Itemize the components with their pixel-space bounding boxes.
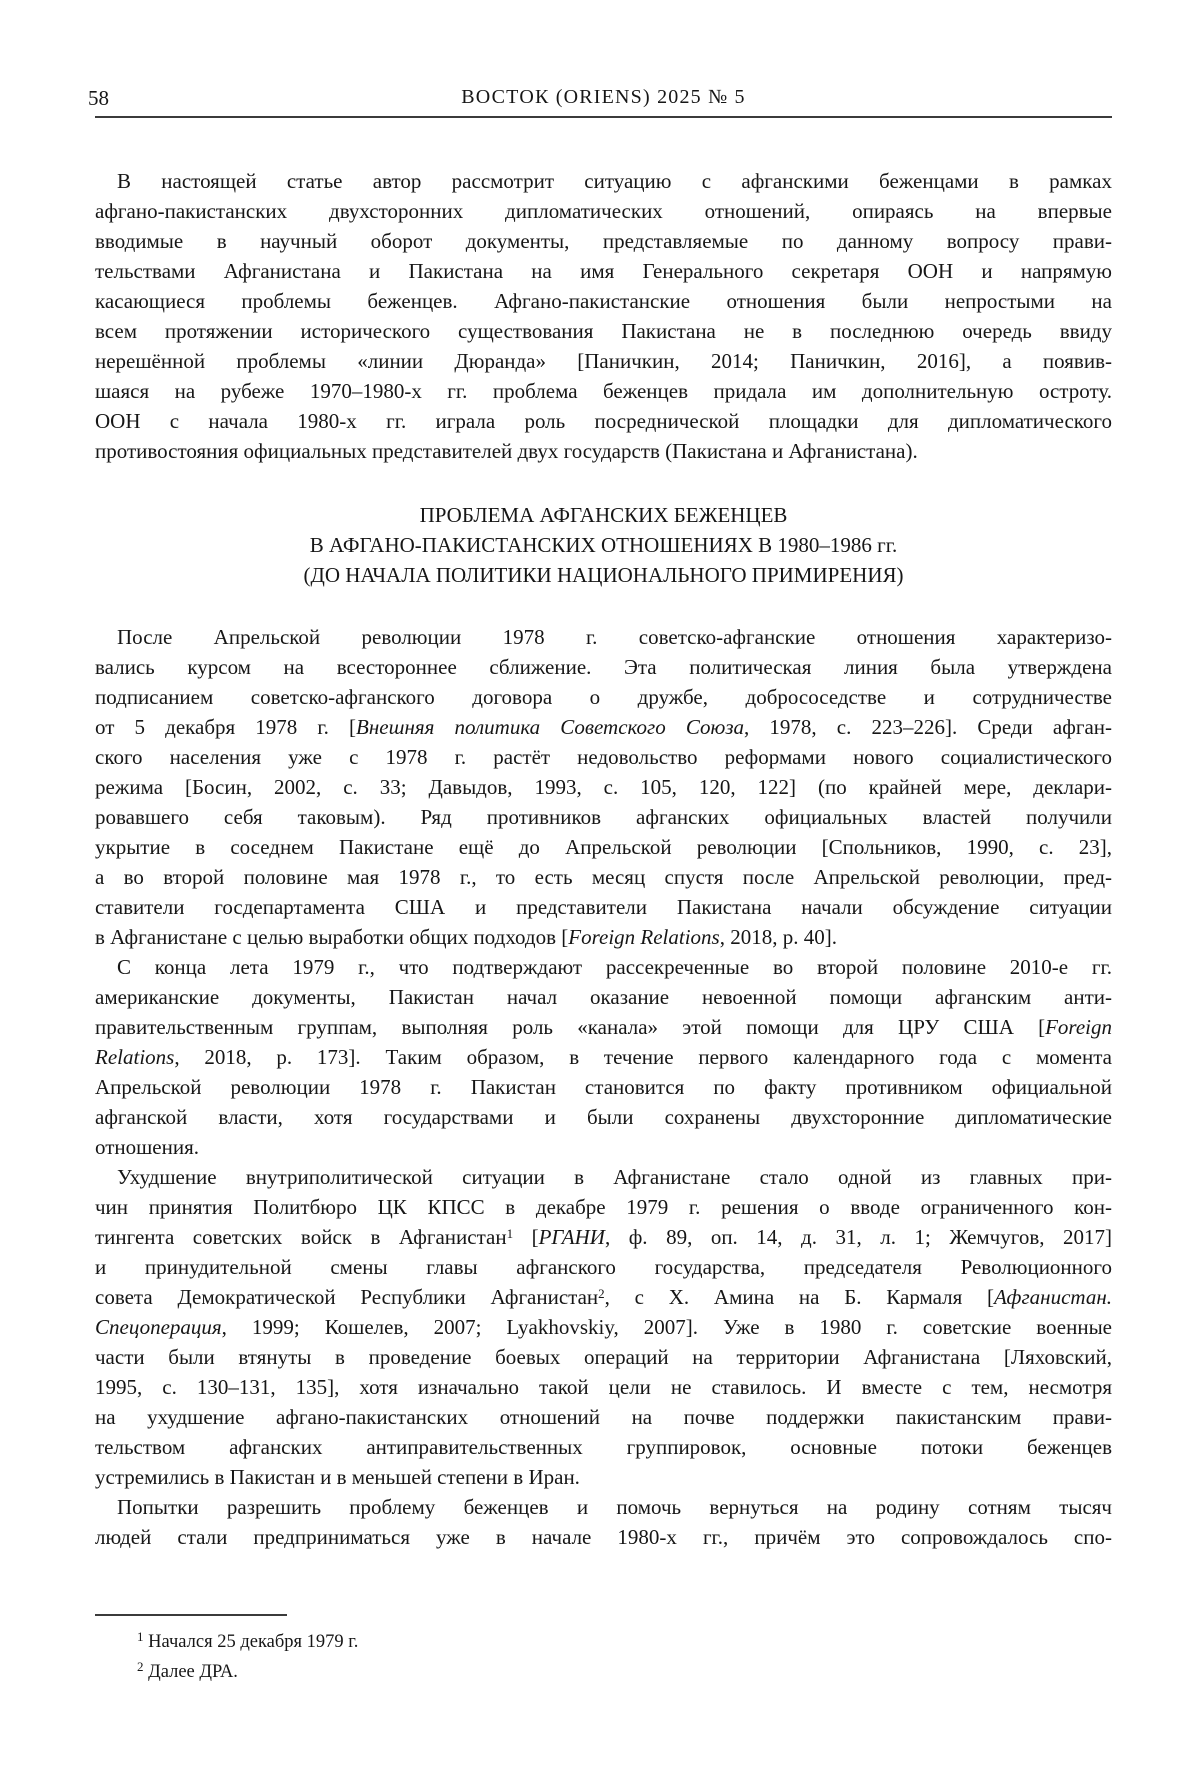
text-line: касающиеся проблемы беженцев. Афгано-пакистанские отношения были непростыми на: [95, 289, 1112, 313]
text-line: от 5 декабря 1978 г. [Внешняя политика Советского Союза, 1978, с. 223–226]. Среди афган-: [95, 715, 1113, 739]
text-line: отношения.: [95, 1135, 200, 1159]
text-line: укрытие в соседнем Пакистане ещё до Апрельской революции [Спольников, 1990, с. 23],: [95, 835, 1112, 859]
text-line: шаяся на рубеже 1970–1980-х гг. проблема беженцев придала им дополнительную остроту.: [95, 379, 1112, 403]
text-line: людей стали предприниматься уже в начале 1980-х гг., причём это сопровождалось спо-: [95, 1525, 1112, 1549]
paragraph: [95, 952, 1112, 1162]
text-line: вались курсом на всестороннее сближение. Эта политическая линия была утверждена: [95, 655, 1112, 679]
paragraph-intro: [95, 166, 1112, 466]
running-head: [88, 0, 1112, 110]
text-line: тельствами Афганистана и Пакистана на имя Генерального секретаря ООН и напрямую: [95, 259, 1112, 283]
text-line: В настоящей статье автор рассмотрит ситуацию с афганскими беженцами в рамках: [117, 169, 1112, 193]
text-line: ставители госдепартамента США и представители Пакистана начали обсуждение ситуации: [95, 895, 1112, 919]
footnote-rule: [95, 1614, 287, 1616]
text-line: нерешённой проблемы «линии Дюранда» [Паничкин, 2014; Паничкин, 2016], а появив-: [95, 349, 1112, 373]
paragraph: [95, 1162, 1112, 1492]
text-line: Спецоперация, 1999; Кошелев, 2007; Lyakhovskiy, 2007]. Уже в 1980 г. советские военные: [95, 1315, 1112, 1339]
text-line: вводимые в научный оборот документы, представляемые по данному вопросу прави-: [95, 229, 1112, 253]
section-heading-line: ПРОБЛЕМА АФГАНСКИХ БЕЖЕНЦЕВ: [419, 503, 788, 527]
text-line: противостояния официальных представителей двух государств (Пакистана и Афганистана).: [95, 439, 918, 463]
text-line: Апрельской революции 1978 г. Пакистан становится по факту противником официальной: [95, 1075, 1112, 1099]
text-line: в Афганистане с целью выработки общих подходов [Foreign Relations, 2018, p. 40].: [95, 925, 837, 949]
text-line: ООН с начала 1980-х гг. играла роль посреднической площадки для дипломатического: [95, 409, 1112, 433]
text-line: и принудительной смены главы афганского государства, председателя Революционного: [95, 1255, 1112, 1279]
text-line: С конца лета 1979 г., что подтверждают рассекреченные во второй половине 2010-е гг.: [117, 955, 1112, 979]
text-line: подписанием советско-афганского договора о дружбе, добрососедстве и сотрудничестве: [95, 685, 1112, 709]
text-line: всем протяжении исторического существования Пакистана не в последнюю очередь ввиду: [95, 319, 1112, 343]
header-rule: [95, 116, 1112, 118]
text-line: Попытки разрешить проблему беженцев и помочь вернуться на родину сотням тысяч: [117, 1495, 1112, 1519]
text-line: тингента советских войск в Афганистан$^1$ [РГАНИ, ф. 89, оп. 14, д. 31, л. 1; Жемчугов, 2017]: [95, 1225, 1112, 1249]
text-line: американские документы, Пакистан начал оказание невоенной помощи афганским анти-: [95, 985, 1112, 1009]
section-heading-line: (ДО НАЧАЛА ПОЛИТИКИ НАЦИОНАЛЬНОГО ПРИМИРЕНИЯ): [303, 563, 904, 587]
footnotes-block: [95, 1614, 1112, 1687]
text-line: $^1$ Начался 25 декабря 1979 г.: [137, 1629, 359, 1652]
text-line: части были втянуты в проведение боевых операций на территории Афганистана [Ляховский,: [95, 1345, 1112, 1369]
text-line: совета Демократической Республики Афганистан$^2$, с Х. Амина на Б. Кармаля [Афганистан.: [95, 1285, 1112, 1309]
page-number: 58: [88, 86, 109, 110]
text-line: афганской власти, хотя государствами и были сохранены двухсторонние дипломатические: [95, 1105, 1112, 1129]
text-line: чин принятия Политбюро ЦК КПСС в декабре 1979 г. решения о вводе ограниченного кон-: [95, 1195, 1112, 1219]
text-line: устремились в Пакистан и в меньшей степени в Иран.: [95, 1465, 580, 1489]
text-line: режима [Босин, 2002, с. 33; Давыдов, 1993, с. 105, 120, 122] (по крайней мере, деклари-: [95, 775, 1112, 799]
footnote-list: [95, 1627, 1112, 1687]
text-line: ского населения уже с 1978 г. растёт недовольство реформами нового социалистического: [95, 745, 1112, 769]
text-line: ровавшего себя таковым). Ряд противников афганских официальных властей получили: [95, 805, 1112, 829]
paragraph: [95, 1492, 1112, 1552]
journal-title: ВОСТОК (ORIENS) 2025 № 5: [461, 86, 746, 108]
text-line: на ухудшение афгано-пакистанских отношений на почве поддержки пакистанским прави-: [95, 1405, 1112, 1429]
paragraph: [95, 622, 1112, 952]
text-line: $^2$ Далее ДРА.: [137, 1659, 238, 1682]
text-line: афгано-пакистанских двухсторонних дипломатических отношений, опираясь на впервые: [95, 199, 1112, 223]
text-line: После Апрельской революции 1978 г. советско-афганские отношения характеризо-: [117, 625, 1112, 649]
text-line: правительственным группам, выполняя роль «канала» этой помощи для ЦРУ США [Foreign: [95, 1015, 1112, 1039]
article-body: [95, 166, 1112, 1552]
section-heading-line: В АФГАНО-ПАКИСТАНСКИХ ОТНОШЕНИЯХ В 1980–1986 гг.: [309, 533, 898, 557]
text-line: 1995, с. 130–131, 135], хотя изначально такой цели не ставилось. И вместе с тем, несмотря: [95, 1375, 1112, 1399]
section-heading: [95, 500, 1112, 590]
text-line: Relations, 2018, p. 173]. Таким образом, в течение первого календарного года с момента: [95, 1045, 1112, 1069]
text-line: Ухудшение внутриполитической ситуации в Афганистане стало одной из главных при-: [117, 1165, 1112, 1189]
text-line: тельством афганских антиправительственных группировок, основные потоки беженцев: [95, 1435, 1112, 1459]
text-line: а во второй половине мая 1978 г., то есть месяц спустя после Апрельской революции, пред-: [95, 865, 1112, 889]
